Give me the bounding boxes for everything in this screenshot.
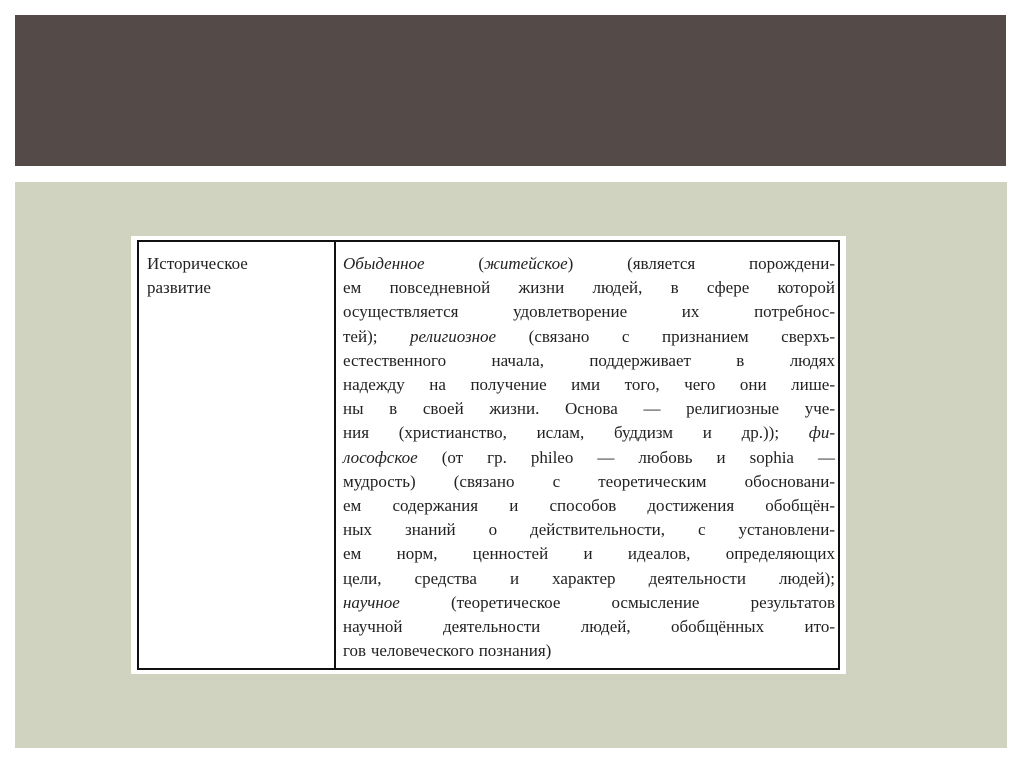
description-line [343, 373, 835, 397]
text-segment: ( [424, 254, 485, 273]
description-line [343, 494, 835, 518]
text-segment: ем повседневной жизни людей, в сфере которой [343, 278, 835, 298]
text-segment: осуществляется удовлетворение их потребнос- [343, 302, 835, 322]
description-line [343, 446, 835, 470]
slide-title-band [15, 15, 1006, 166]
text-segment: (от гр. phileo — любовь и sophia — [417, 447, 835, 467]
text-segment: (теоретическое осмысление результатов [399, 592, 835, 612]
description-cell [343, 252, 835, 663]
text-segment: мудрость) (связано с теоретическим обосновани- [343, 471, 835, 491]
text-segment: (связано с признанием сверхъ- [496, 326, 835, 346]
text-segment: гов человеческого познания) [343, 641, 552, 661]
description-line [343, 639, 835, 663]
description-line [343, 252, 835, 276]
text-segment: ны в своей жизни. Основа — религиозные уче- [343, 399, 835, 419]
description-line [343, 470, 835, 494]
description-line [343, 542, 835, 566]
description-line [343, 567, 835, 591]
text-segment: ) (является порождени- [567, 254, 835, 273]
italic-term: научное [343, 592, 400, 612]
text-segment: ем норм, ценностей и идеалов, определяющих [343, 544, 835, 564]
text-segment: естественного начала, поддерживает в людях [343, 350, 835, 370]
row-header-cell [147, 252, 327, 300]
text-segment: цели, средства и характер деятельности людей); [343, 568, 835, 588]
italic-term: Обыденное [343, 254, 425, 273]
row-header-line: Историческое [147, 254, 248, 273]
italic-term: фи- [808, 423, 835, 443]
description-line [343, 300, 835, 324]
text-segment: ных знаний о действительности, с установлени- [343, 520, 835, 540]
italic-term: религиозное [410, 326, 497, 346]
text-segment: тей); [343, 326, 411, 346]
row-header-line: развитие [147, 278, 211, 297]
text-segment: надежду на получение ими того, чего они лише- [343, 375, 835, 395]
description-line [343, 421, 835, 445]
description-line [343, 349, 835, 373]
description-line [343, 518, 835, 542]
column-divider [334, 242, 336, 668]
scanned-table [131, 236, 846, 674]
description-line [343, 276, 835, 300]
italic-term: житейское [484, 254, 568, 273]
text-segment: ем содержания и способов достижения обобщён- [343, 496, 835, 516]
description-line [343, 591, 835, 615]
table-frame [137, 240, 840, 670]
italic-term: лософское [343, 447, 418, 467]
text-segment: научной деятельности людей, обобщённых ито- [343, 617, 835, 637]
description-line [343, 397, 835, 421]
text-segment: ния (христианство, ислам, буддизм и др.)); [343, 423, 809, 443]
description-line [343, 325, 835, 349]
description-line [343, 615, 835, 639]
